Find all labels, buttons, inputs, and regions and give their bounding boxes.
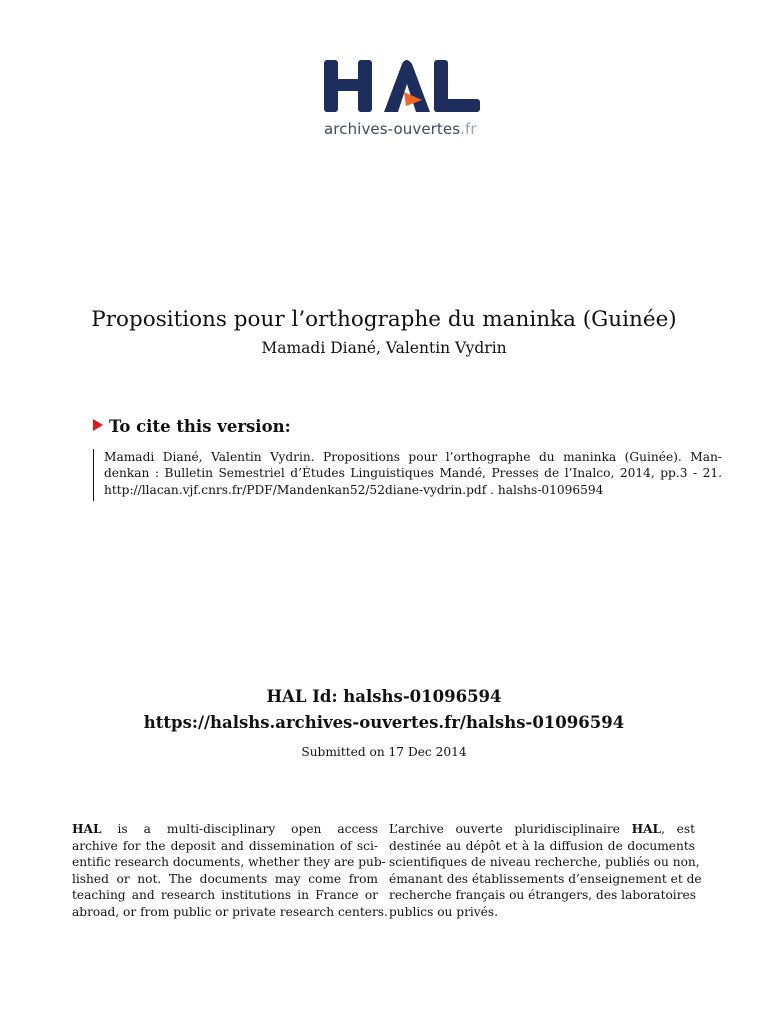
hal-logo-mark (322, 54, 484, 118)
notice-line: destinée au dépôt et à la diffusion de documents (389, 838, 695, 853)
notice-hal-bold: HAL (72, 822, 102, 836)
citation-line-2: denkan : Bulletin Semestriel d’Études Linguistiques Mandé, Presses de l’Inalco, 2014, pp.3 - 21. (104, 466, 722, 480)
cite-heading-label: To cite this version: (109, 417, 291, 436)
notice-line: publics ou privés. (389, 904, 499, 919)
hal-logo (322, 54, 492, 144)
logo-caption-tld: .fr (460, 120, 477, 138)
french-notice (389, 821, 702, 920)
notice-line: lished or not. The documents may come from (72, 871, 378, 886)
notice-line: émanant des établissements d’enseignement et de (389, 871, 702, 886)
notice-line: abroad, or from public or private research centers. (72, 904, 388, 919)
notice-line: archive for the deposit and dissemination of sci- (72, 838, 378, 853)
english-notice (72, 821, 388, 920)
notice-line: entific research documents, whether they are pub- (72, 855, 386, 869)
triangle-bullet-icon (93, 419, 103, 431)
hal-logo-caption (324, 120, 477, 138)
cite-heading (93, 417, 291, 436)
notice-text: is a multi-disciplinary open access (101, 822, 378, 836)
hal-id: HAL Id: halshs-01096594 (266, 687, 502, 706)
notice-hal-bold: HAL (631, 822, 662, 836)
citation-line-1: Mamadi Diané, Valentin Vydrin. Propositions pour l’orthographe du maninka (Guinée). Man- (104, 450, 722, 464)
paper-title: Propositions pour l’orthographe du maninka (Guinée) (91, 307, 677, 332)
citation-line-3[interactable]: http://llacan.vjf.cnrs.fr/PDF/Mandenkan52/52diane-vydrin.pdf . halshs-01096594 (104, 483, 604, 497)
submission-date: Submitted on 17 Dec 2014 (301, 745, 467, 759)
notice-line: scientifiques de niveau recherche, publiés ou non, (389, 855, 700, 869)
notice-text: , est (661, 822, 695, 836)
notice-line: teaching and research institutions in France or (72, 888, 378, 902)
citation-block (93, 449, 722, 501)
hal-url-link[interactable]: https://halshs.archives-ouvertes.fr/halshs-01096594 (143, 713, 625, 732)
logo-caption-main: archives-ouvertes (324, 120, 461, 138)
notice-line: recherche français ou étrangers, des laboratoires (389, 888, 697, 902)
notice-line (389, 821, 695, 838)
notice-line (72, 821, 378, 838)
notice-text: L’archive ouverte pluridisciplinaire (389, 822, 632, 836)
paper-authors: Mamadi Diané, Valentin Vydrin (261, 339, 507, 357)
